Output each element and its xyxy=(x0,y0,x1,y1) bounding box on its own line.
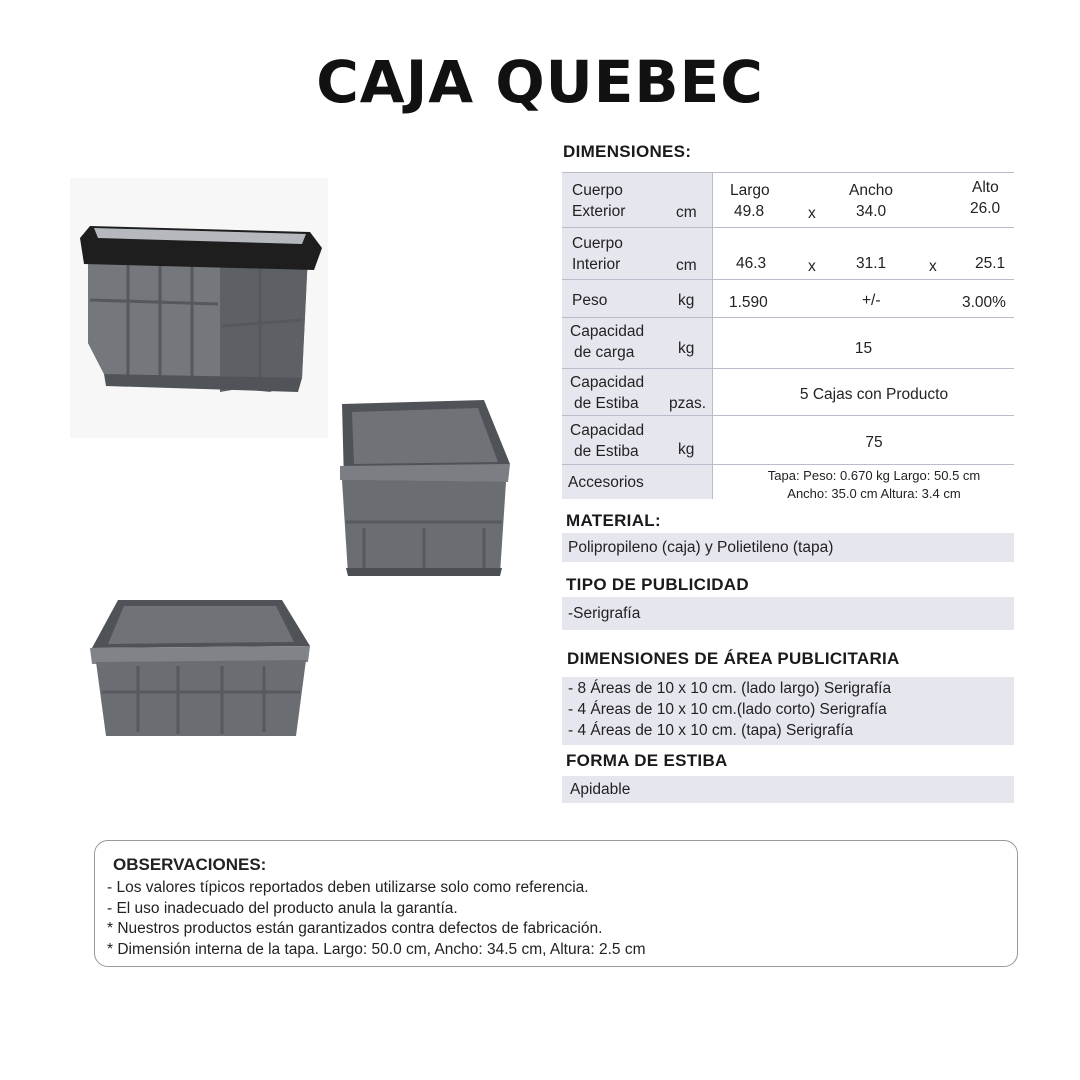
dimensiones-header: DIMENSIONES: xyxy=(563,142,692,161)
estiba-header: FORMA DE ESTIBA xyxy=(566,751,728,770)
observaciones-box xyxy=(94,840,1018,967)
interior-label-1: Cuerpo xyxy=(572,235,623,252)
interior-label-2: Interior xyxy=(572,256,621,273)
exterior-label-1: Cuerpo xyxy=(572,182,623,199)
observacion-line-4: * Dimensión interna de la tapa. Largo: 50.0 cm, Ancho: 34.5 cm, Altura: 2.5 cm xyxy=(107,940,646,958)
peso-unit: kg xyxy=(678,292,695,309)
observacion-line-1: - Los valores típicos reportados deben utilizarse solo como referencia. xyxy=(107,879,589,896)
row-capacidad-carga xyxy=(562,317,1014,368)
interior-unit: cm xyxy=(676,257,697,274)
row-interior xyxy=(562,227,1014,279)
ancho-heading: Ancho xyxy=(849,182,893,199)
material-value: Polipropileno (caja) y Polietileno (tapa) xyxy=(562,533,1014,562)
estiba-kg-value: 75 xyxy=(865,434,883,451)
alto-heading: Alto xyxy=(972,179,999,196)
crate-front-image xyxy=(88,596,312,738)
area-header: DIMENSIONES DE ÁREA PUBLICITARIA xyxy=(567,649,900,668)
estiba-pzas-label-1: Capacidad xyxy=(570,374,645,391)
carga-label-1: Capacidad xyxy=(570,323,645,340)
peso-plus-minus: +/- xyxy=(862,292,881,309)
peso-label: Peso xyxy=(572,292,608,309)
estiba-kg-label-2: de Estiba xyxy=(574,443,639,460)
exterior-largo: 49.8 xyxy=(734,203,765,220)
peso-value: 1.590 xyxy=(729,294,768,311)
carga-unit: kg xyxy=(678,340,695,357)
area-line-3: - 4 Áreas de 10 x 10 cm. (tapa) Serigrafía xyxy=(568,722,854,739)
page-title: CAJA QUEBEC xyxy=(316,48,764,116)
row-exterior xyxy=(562,172,1014,227)
carga-value: 15 xyxy=(854,340,873,357)
exterior-ancho: 34.0 xyxy=(856,203,887,220)
observaciones-header: OBSERVACIONES: xyxy=(113,855,267,874)
crate-side-image xyxy=(334,398,514,578)
row-accesorios xyxy=(562,464,1014,499)
exterior-unit: cm xyxy=(676,204,697,221)
interior-x-2: x xyxy=(929,258,937,275)
row-capacidad-estiba-kg xyxy=(562,415,1014,464)
observacion-line-3: * Nuestros productos están garantizados contra defectos de fabricación. xyxy=(107,920,603,937)
dimensions-table xyxy=(562,172,1014,499)
largo-heading: Largo xyxy=(730,182,770,199)
publicidad-header: TIPO DE PUBLICIDAD xyxy=(566,575,749,594)
row-capacidad-estiba-pzas xyxy=(562,368,1014,415)
estiba-pzas-unit: pzas. xyxy=(669,395,707,412)
exterior-label-2: Exterior xyxy=(572,203,626,220)
interior-largo: 46.3 xyxy=(736,255,767,272)
accesorios-line-1: Tapa: Peso: 0.670 kg Largo: 50.5 cm xyxy=(767,468,981,483)
area-list xyxy=(562,677,1014,745)
interior-x-1: x xyxy=(808,258,816,275)
material-header: MATERIAL: xyxy=(566,511,661,530)
observacion-line-2: - El uso inadecuado del producto anula la garantía. xyxy=(107,899,458,917)
estiba-pzas-label-2: de Estiba xyxy=(574,395,639,412)
exterior-alto: 26.0 xyxy=(970,200,1001,217)
accesorios-line-2: Ancho: 35.0 cm Altura: 3.4 cm xyxy=(787,486,961,501)
estiba-value: Apidable xyxy=(562,776,1014,803)
row-peso xyxy=(562,279,1014,317)
estiba-kg-unit: kg xyxy=(678,441,695,458)
exterior-x: x xyxy=(808,205,816,222)
publicidad-value: -Serigrafía xyxy=(562,597,1014,630)
interior-ancho: 31.1 xyxy=(856,255,887,272)
area-line-1: - 8 Áreas de 10 x 10 cm. (lado largo) Serigrafía xyxy=(568,680,892,697)
peso-tolerance: 3.00% xyxy=(962,294,1006,311)
estiba-kg-label-1: Capacidad xyxy=(570,422,645,439)
accesorios-label: Accesorios xyxy=(568,474,644,491)
estiba-pzas-value: 5 Cajas con Producto xyxy=(799,386,949,403)
carga-label-2: de carga xyxy=(574,344,635,361)
area-line-2: - 4 Áreas de 10 x 10 cm.(lado corto) Serigrafía xyxy=(568,701,887,718)
interior-alto: 25.1 xyxy=(975,255,1006,272)
crate-with-lid-image xyxy=(70,178,328,438)
